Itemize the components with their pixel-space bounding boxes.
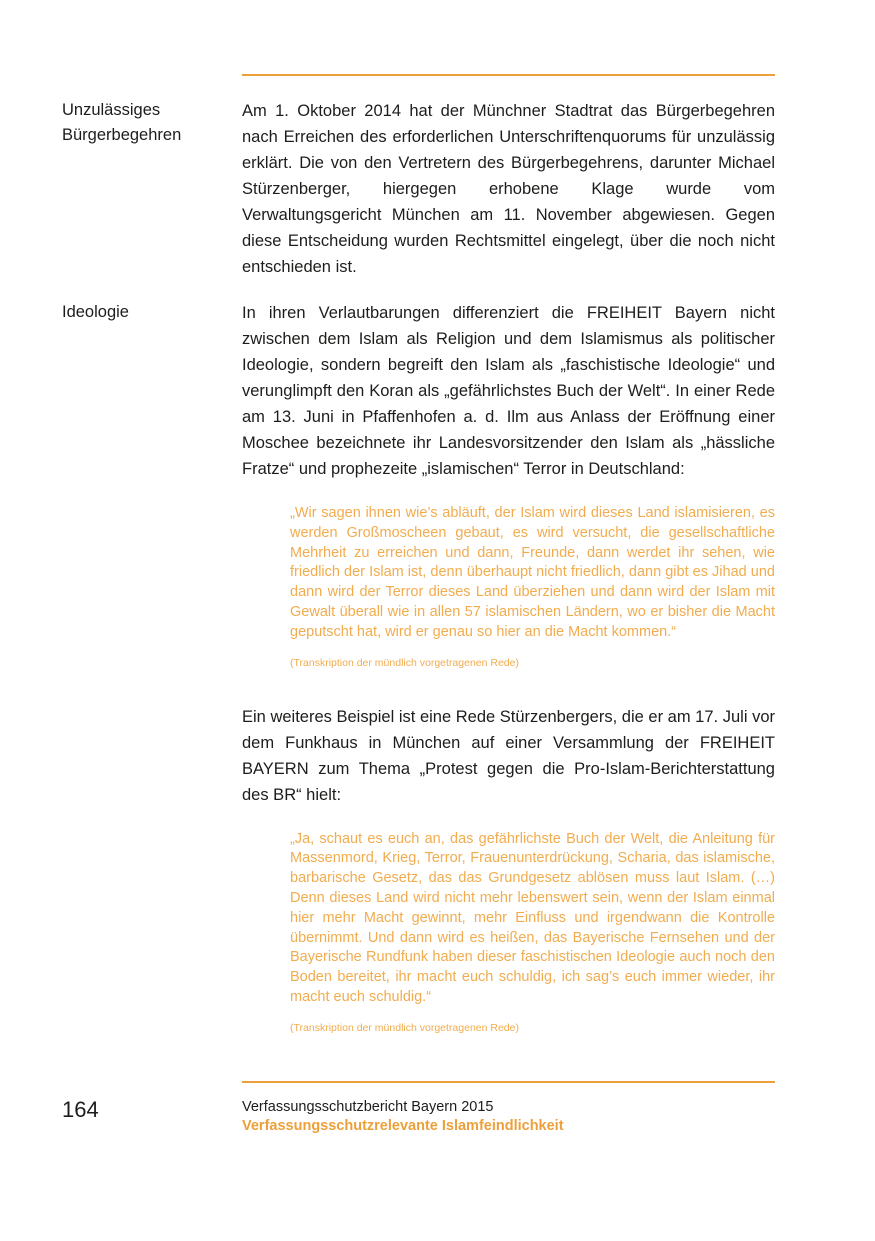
top-rule bbox=[242, 74, 775, 76]
footer-text-block bbox=[242, 1098, 564, 1136]
quote-funkhaus-text: „Ja, schaut es euch an, das gefährlichste Buch der Welt, die Anleitung für Massenmord, Krieg, Terror, Frauenunterdrückung, Scharia, das islamische, barbarische Gesetz, das das Grundgesetz ablösen muss laut Islam. (…) Denn dieses Land wird nicht mehr lebenswert sein, wenn der Islam einmal hier mehr Macht gewinnt, mehr Einfluss und irgendwann die Kontrolle übernimmt. Und dann wird es heißen, das Bayerische Fernsehen und der Bayerische Rundfunk haben dieser faschistischen Ideologie auch noch den Boden bereitet, ihr macht euch schuldig, ich sag’s euch immer wieder, ihr macht euch schuldig.“ bbox=[290, 830, 775, 1005]
paragraph-buergerbegehren: Am 1. Oktober 2014 hat der Münchner Stadtrat das Bürgerbegehren nach Erreichen des erforderlichen Unterschriftenquorums für unzulässig erklärt. Die von den Vertretern des Bürgerbegehrens, darunter Michael Stürzenberger, hiergegen erhobene Klage wurde vom Verwaltungsgericht München am 11. November abgewiesen. Gegen diese Entscheidung wurden Rechtsmittel eingelegt, über die noch nicht entschieden ist. bbox=[242, 102, 775, 276]
section-ideologie bbox=[62, 300, 775, 482]
quote-block-funkhaus bbox=[290, 830, 775, 1035]
margin-label-ideologie: Ideologie bbox=[62, 303, 129, 321]
margin-label-unzulaessiges-buergerbegehren: Unzulässiges Bürgerbegehren bbox=[62, 101, 182, 144]
section-funkhaus-intro bbox=[62, 704, 775, 808]
paragraph-ideologie: In ihren Verlautbarungen differenziert die FREIHEIT Bayern nicht zwischen dem Islam als Religion und dem Islamismus als politischer Ideologie, sondern begreift den Islam als „faschistische Ideologie“ und verunglimpft den Koran als „gefährlichstes Buch der Welt“. In einer Rede am 13. Juni in Pfaffenhofen a. d. Ilm aus Anlass der Eröffnung einer Moschee bezeichnete ihr Landesvorsitzender den Islam als „hässliche Fratze“ und prophezeite „islamischen“ Terror in Deutschland: bbox=[242, 304, 775, 478]
footer-section-title: Verfassungsschutzrelevante Islamfeindlichkeit bbox=[242, 1117, 564, 1134]
quote-pfaffenhofen-caption: (Transkription der mündlich vorgetragenen Rede) bbox=[290, 656, 519, 669]
bottom-rule bbox=[242, 1081, 775, 1083]
paragraph-stuerzenberger-rede: Ein weiteres Beispiel ist eine Rede Stürzenbergers, die er am 17. Juli vor dem Funkhaus in München auf einer Versammlung der FREIHEIT BAYERN zum Thema „Protest gegen die Pro-Islam-Berichterstattung des BR“ hielt: bbox=[242, 707, 775, 804]
section-buergerbegehren bbox=[62, 98, 775, 280]
quote-pfaffenhofen-text: „Wir sagen ihnen wie’s abläuft, der Islam wird dieses Land islamisieren, es werden Großmoscheen gebaut, es wird versucht, die gesellschaftliche Mehrheit zu erreichen und dann, Freunde, dann werdet ihr sehen, wie friedlich der Islam ist, denn überhaupt nicht friedlich, dann gibt es Jihad und dann wird der Terror dieses Land überziehen und dann wird der Islam mit Gewalt überall wie in allen 57 islamischen Ländern, wo er bisher die Macht geputscht hat, wird er genau so hier an die Macht kommen.“ bbox=[290, 505, 775, 640]
page-footer bbox=[62, 1098, 775, 1136]
quote-funkhaus-caption: (Transkription der mündlich vorgetragenen Rede) bbox=[290, 1021, 519, 1034]
footer-report-title: Verfassungsschutzbericht Bayern 2015 bbox=[242, 1098, 494, 1115]
quote-block-pfaffenhofen bbox=[290, 504, 775, 670]
page-number: 164 bbox=[62, 1096, 99, 1122]
